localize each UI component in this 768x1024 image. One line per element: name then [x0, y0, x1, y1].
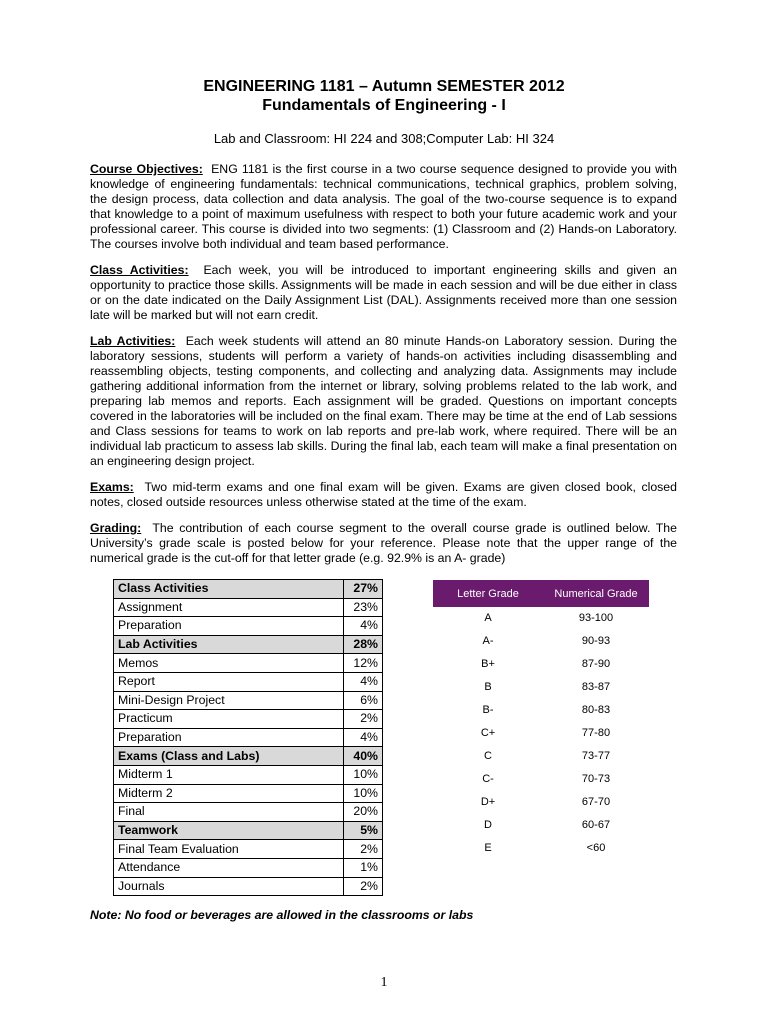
weights-component-percent: 2% — [344, 877, 383, 896]
grade-scale-row — [433, 814, 649, 837]
letter-grade-cell: B+ — [481, 658, 495, 670]
course-objectives-paragraph — [90, 162, 677, 252]
numerical-grade-cell: 77-80 — [581, 727, 611, 739]
grade-scale-header-row — [433, 580, 649, 607]
weights-component-percent: 5% — [344, 821, 383, 840]
grade-scale-row — [433, 791, 649, 814]
weights-component-name: Memos — [114, 654, 344, 673]
numerical-grade-cell: 83-87 — [581, 681, 611, 693]
letter-grade-cell: A- — [482, 635, 494, 647]
weights-component-name: Attendance — [114, 858, 344, 877]
weights-category-row — [114, 821, 383, 840]
exams-text: Two mid-term exams and one final exam will be given. Exams are given closed book, closed notes, closed outside resources unless otherwise stated at the time of the exam. — [90, 480, 677, 509]
weights-item-row — [114, 617, 383, 636]
weights-component-percent: 40% — [344, 747, 383, 766]
course-objectives-heading: Course Objectives: — [90, 162, 203, 176]
numerical-grade-cell: 67-70 — [581, 796, 611, 808]
weights-category-row — [114, 635, 383, 654]
weights-component-name: Report — [114, 672, 344, 691]
lab-activities-paragraph — [90, 334, 677, 469]
grade-scale-table — [433, 580, 649, 860]
weights-component-percent: 1% — [344, 858, 383, 877]
weights-component-percent: 2% — [344, 840, 383, 859]
weights-component-name: Final Team Evaluation — [114, 840, 344, 859]
grade-scale-row — [433, 676, 649, 699]
weights-component-name: Lab Activities — [114, 635, 344, 654]
class-activities-text: Each week, you will be introduced to important engineering skills and given an opportunity to practice those skills. Assignments will be made in each session and will be due either in class or on the date indicated on the Daily Assignment List (DAL). Assignments received more than one session late will be marked but will not earn credit. — [90, 263, 677, 322]
class-activities-heading: Class Activities: — [90, 263, 189, 277]
weights-component-name: Preparation — [114, 728, 344, 747]
weights-item-row — [114, 672, 383, 691]
course-objectives-text: ENG 1181 is the first course in a two course sequence designed to provide you with knowledge of engineering fundamentals: technical communications, technical graphics, problem solving, the design process, data collection and data analysis. The goal of the two-course sequence is to expand that knowledge to a point of maximum usefulness with respect to both your future academic work and your professional career. This course is divided into two segments: (1) Classroom and (2) Hands-on Laboratory. The courses involve both individual and team based performance. — [90, 162, 678, 251]
weights-component-percent: 4% — [344, 672, 383, 691]
weights-item-row — [114, 784, 383, 803]
numerical-grade-cell: 60-67 — [581, 819, 611, 831]
location-line: Lab and Classroom: HI 224 and 308;Computer Lab: HI 324 — [213, 131, 555, 146]
numerical-grade-cell: 80-83 — [581, 704, 611, 716]
weights-component-name: Final — [114, 803, 344, 822]
grade-scale-row — [433, 837, 649, 860]
weights-component-percent: 4% — [344, 728, 383, 747]
weights-component-name: Midterm 1 — [114, 765, 344, 784]
course-subtitle: Fundamentals of Engineering - I — [262, 97, 506, 114]
weights-component-percent: 10% — [344, 765, 383, 784]
weights-component-percent: 2% — [344, 710, 383, 729]
numerical-grade-cell: 93-100 — [578, 612, 614, 624]
grading-heading: Grading: — [90, 521, 142, 535]
lab-activities-text: Each week students will attend an 80 minute Hands-on Laboratory session. During the laboratory sessions, students will perform a variety of hands-on activities including disassembling and reassembling objects, testing components, and collecting and analyzing data. Assignments may include gathering additional information from the internet or library, solving problems related to the lab work, and preparing lab memos and reports. Each assignment will be graded. Questions on important concepts covered in the laboratories will be included on the final exam. There may be time at the end of Lab sessions and Class sessions for teams to work on lab reports and pre-lab work, where required. There will be an individual lab practicum to assess lab skills. During the final lab, each team will make a final presentation on an engineering design project. — [90, 334, 677, 468]
weights-component-percent: 12% — [344, 654, 383, 673]
weights-component-percent: 20% — [344, 803, 383, 822]
numerical-grade-cell: 87-90 — [581, 658, 611, 670]
numerical-grade-cell: 90-93 — [581, 635, 611, 647]
numerical-grade-cell: <60 — [586, 842, 606, 854]
weights-component-name: Teamwork — [114, 821, 344, 840]
letter-grade-header: Letter Grade — [433, 580, 543, 607]
letter-grade-cell: C- — [482, 773, 494, 785]
weights-item-row — [114, 728, 383, 747]
letter-grade-cell: B — [484, 681, 492, 693]
letter-grade-cell: E — [484, 842, 492, 854]
numerical-grade-cell: 73-77 — [581, 750, 611, 762]
weights-component-name: Preparation — [114, 617, 344, 636]
grade-weights-table — [113, 579, 383, 896]
weights-item-row — [114, 803, 383, 822]
grade-scale-row — [433, 607, 649, 630]
weights-component-name: Practicum — [114, 710, 344, 729]
weights-item-row — [114, 858, 383, 877]
weights-component-percent: 27% — [344, 580, 383, 599]
letter-grade-cell: B- — [482, 704, 494, 716]
grade-scale-row — [433, 653, 649, 676]
exams-paragraph — [90, 480, 677, 510]
grading-paragraph — [90, 521, 677, 566]
weights-component-percent: 10% — [344, 784, 383, 803]
weights-component-name: Assignment — [114, 598, 344, 617]
weights-component-percent: 4% — [344, 617, 383, 636]
letter-grade-cell: D — [484, 819, 492, 831]
numerical-grade-header: Numerical Grade — [543, 580, 649, 607]
grade-scale-row — [433, 699, 649, 722]
food-policy-note: Note: No food or beverages are allowed in the classrooms or labs — [90, 908, 474, 922]
exams-heading: Exams: — [90, 480, 134, 494]
grade-scale-row — [433, 768, 649, 791]
letter-grade-cell: C+ — [480, 727, 496, 739]
grade-scale-row — [433, 630, 649, 653]
weights-item-row — [114, 691, 383, 710]
numerical-grade-cell: 70-73 — [581, 773, 611, 785]
grade-scale-row — [433, 745, 649, 768]
weights-item-row — [114, 765, 383, 784]
letter-grade-cell: C — [484, 750, 492, 762]
weights-category-row — [114, 580, 383, 599]
letter-grade-cell: A — [484, 612, 492, 624]
weights-component-percent: 23% — [344, 598, 383, 617]
grade-scale-row — [433, 722, 649, 745]
weights-component-name: Journals — [114, 877, 344, 896]
weights-component-name: Midterm 2 — [114, 784, 344, 803]
weights-item-row — [114, 598, 383, 617]
weights-item-row — [114, 877, 383, 896]
grading-text: The contribution of each course segment to the overall course grade is outlined below. The University’s grade scale is posted below for your reference. Please note that the upper range of the numerical grade is the cut-off for that letter grade (e.g. 92.9% is an A- grade) — [90, 521, 677, 565]
page-number: 1 — [380, 975, 388, 990]
weights-component-percent: 28% — [344, 635, 383, 654]
course-title: ENGINEERING 1181 – Autumn SEMESTER 2012 — [203, 78, 565, 95]
weights-item-row — [114, 840, 383, 859]
letter-grade-cell: D+ — [480, 796, 496, 808]
weights-component-percent: 6% — [344, 691, 383, 710]
class-activities-paragraph — [90, 263, 677, 323]
weights-item-row — [114, 654, 383, 673]
weights-component-name: Exams (Class and Labs) — [114, 747, 344, 766]
weights-component-name: Class Activities — [114, 580, 344, 599]
weights-component-name: Mini-Design Project — [114, 691, 344, 710]
weights-item-row — [114, 710, 383, 729]
weights-category-row — [114, 747, 383, 766]
lab-activities-heading: Lab Activities: — [90, 334, 176, 348]
